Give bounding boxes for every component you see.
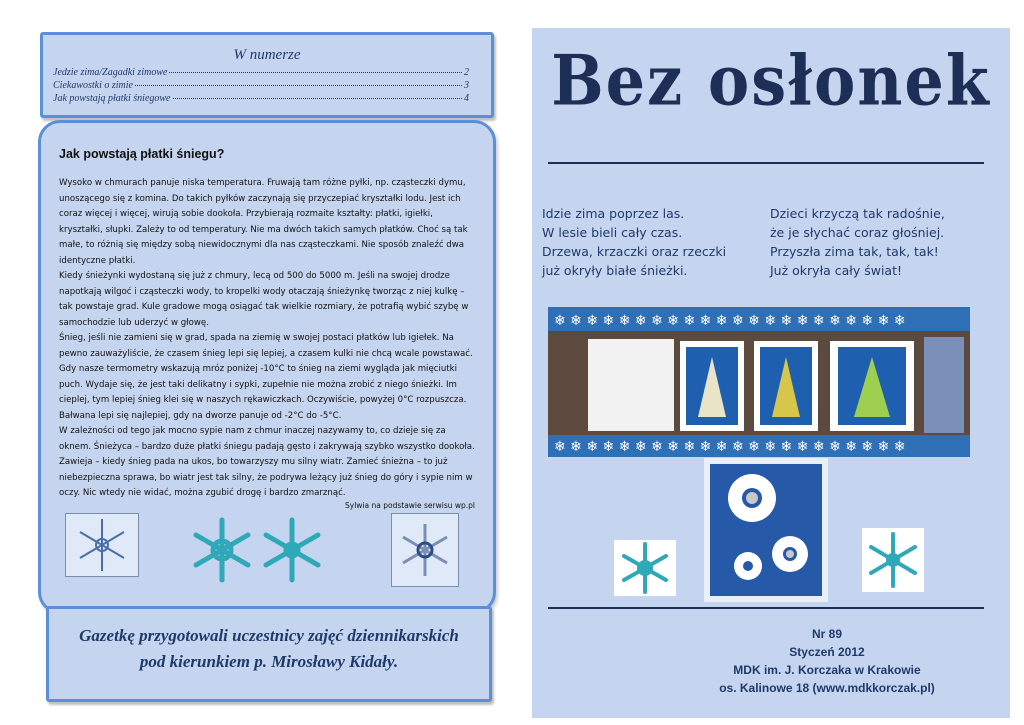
issue-date: Styczeń 2012 [789, 645, 865, 659]
toc-item[interactable] [53, 80, 469, 91]
toc-box [40, 32, 494, 118]
toc-item-label: Jak powstają płatki śniegowe [53, 93, 171, 104]
poem-line: Dzieci krzyczą tak radośnie, [770, 206, 945, 221]
article-paragraph: Wysoko w chmurach panuje niska temperatura. Fruwają tam różne pyłki, np. cząsteczki dymu, unoszącego się z komina. Do takich pyłków zaczynają się przyczepiać kryształki lodu. Jest ich coraz więcej i więcej, wirują sobie dookoła. Przybierają rozmaite kształty: płatki, igiełki, kryształki, słupki. Zależy to od temperatury. Nie ma dwóch takich samych płatków. Choć są tak małe, to różnią się między sobą niewidocznymi dla nas cząsteczkami. Nie sposób znaleźć dwa identyczne płatki. [59, 178, 468, 266]
credits-box [46, 606, 492, 702]
snowflake-icon [614, 540, 676, 596]
snowflake-icon [862, 528, 924, 592]
snowflake-icon [257, 515, 327, 585]
poem-stanza-right [770, 204, 945, 280]
bulletin-board-photo [548, 307, 970, 457]
masthead-title: Bez osłonek [551, 39, 991, 122]
poem-line: że je słychać coraz głośniej. [770, 225, 945, 240]
snowflake-icon [392, 514, 458, 586]
poem-line: Drzewa, krzaczki oraz rzeczki [542, 244, 727, 259]
credits-line: Gazetkę przygotowali uczestnicy zajęć dziennikarskich [79, 626, 459, 645]
divider [548, 607, 984, 609]
snowflake-icon [187, 515, 257, 585]
poem-line: Idzie zima poprzez las. [542, 206, 685, 221]
poem-line: W lesie bieli cały czas. [542, 225, 683, 240]
credits-line: pod kierunkiem p. Mirosławy Kidały. [139, 652, 399, 671]
publisher-address[interactable]: os. Kalinowe 18 (www.mdkkorczak.pl) [719, 681, 935, 695]
poem-line: już okryły białe śnieżki. [542, 263, 688, 278]
poem-stanza-left [542, 204, 726, 280]
article-box [38, 120, 496, 614]
credits-text [49, 623, 489, 675]
article-body [59, 176, 479, 502]
imprint [692, 625, 962, 697]
issue-number: Nr 89 [811, 627, 843, 641]
cover-panel [532, 28, 1010, 718]
toc-item-page: 3 [464, 80, 469, 91]
snowflake-icon [66, 514, 138, 576]
article-paragraph: Śnieg, jeśli nie zamieni się w grad, spada na ziemię w swojej postaci płatków lub igiełek. Na pewno zauważyliście, że czasem śnieg lepi się lepiej, a czasem kulki nie chcą wcale powstawać. Gdy nasze termometry wskazują mróz poniżej -10°C to śnieg na ziemi wygląda jak mięciutki puch. Wydaje się, że jest taki delikatny i sypki, zupełnie nie można zrobić z niego śnieżki. Im cieplej, tym lepiej śnieg klei się w naszych rękawiczkach. Oczywiście, powyżej 0°C rozpuszcza. Bałwana lepi się najlepiej, gdy na dworze panuje od -2°C do -5°C. [59, 333, 473, 421]
poem-line: Przyszła zima tak, tak, tak! [770, 244, 939, 259]
toc-item-page: 2 [464, 67, 469, 78]
toc-item-page: 4 [464, 93, 469, 104]
toc-item[interactable] [53, 67, 469, 78]
toc-item-label: Ciekawostki o zimie [53, 80, 133, 91]
publisher: MDK im. J. Korczaka w Krakowie [733, 663, 921, 677]
article-paragraph: W zależności od tego jak mocno sypie nam z chmur inaczej nazywamy to, co dzieje się za oknem. Śnieżyca – bardzo duże płatki śniegu padają gęsto i zakrywają szybko wszystko dookoła. Zawieja – kiedy śnieg pada na ukos, bo towarzyszy mu silny wiatr. Zamieć śnieżna – to już niebezpieczna sprawa, bo wiatr jest tak silny, że podrywa leżący już śnieg do góry i sypie nim w oczy. Nic wtedy nie widać, można zgubić drogę i bardzo zmarznąć. [59, 426, 475, 498]
paper-snowflakes-photo [704, 458, 828, 602]
snowflake-photo [391, 513, 459, 587]
svg-text:❄ ❄ ❄ ❄ ❄ ❄ ❄ ❄ ❄ ❄ ❄ ❄ ❄ ❄ ❄: ❄ ❄ ❄ ❄ ❄ ❄ ❄ ❄ ❄ ❄ ❄ ❄ ❄ ❄ ❄ ❄ ❄ ❄ ❄ ❄ ❄ ❄ [554, 439, 906, 455]
poem-line: Już okryła cały świat! [770, 263, 902, 278]
article-paragraph: Kiedy śnieżynki wydostaną się już z chmury, lecą od 500 do 5000 m. Jeśli na swojej drodze napotkają wilgoć i cząsteczki wody, to kropelki wody otaczają śnieżynkę tworząc z niej kulkę – tak powstaje grad. Kule gradowe mogą osiągać tak wielkie rozmiary, że potrafią wybić szybę w samochodzie lub uderzyć w głowę. [59, 271, 469, 328]
toc-item-label: Jedzie zima/Zagadki zimowe [53, 67, 168, 78]
article-title: Jak powstają płatki śniegu? [59, 147, 225, 161]
toc-item[interactable] [53, 93, 469, 104]
toc-title: W numerze [233, 47, 301, 63]
snowflake-photo [65, 513, 139, 577]
svg-text:❄ ❄ ❄ ❄ ❄ ❄ ❄ ❄ ❄ ❄ ❄ ❄ ❄ ❄ ❄: ❄ ❄ ❄ ❄ ❄ ❄ ❄ ❄ ❄ ❄ ❄ ❄ ❄ ❄ ❄ ❄ ❄ ❄ ❄ ❄ ❄ ❄ [554, 313, 906, 329]
divider [548, 162, 984, 164]
article-source: Sylwia na podstawie serwisu wp.pl [345, 501, 475, 510]
